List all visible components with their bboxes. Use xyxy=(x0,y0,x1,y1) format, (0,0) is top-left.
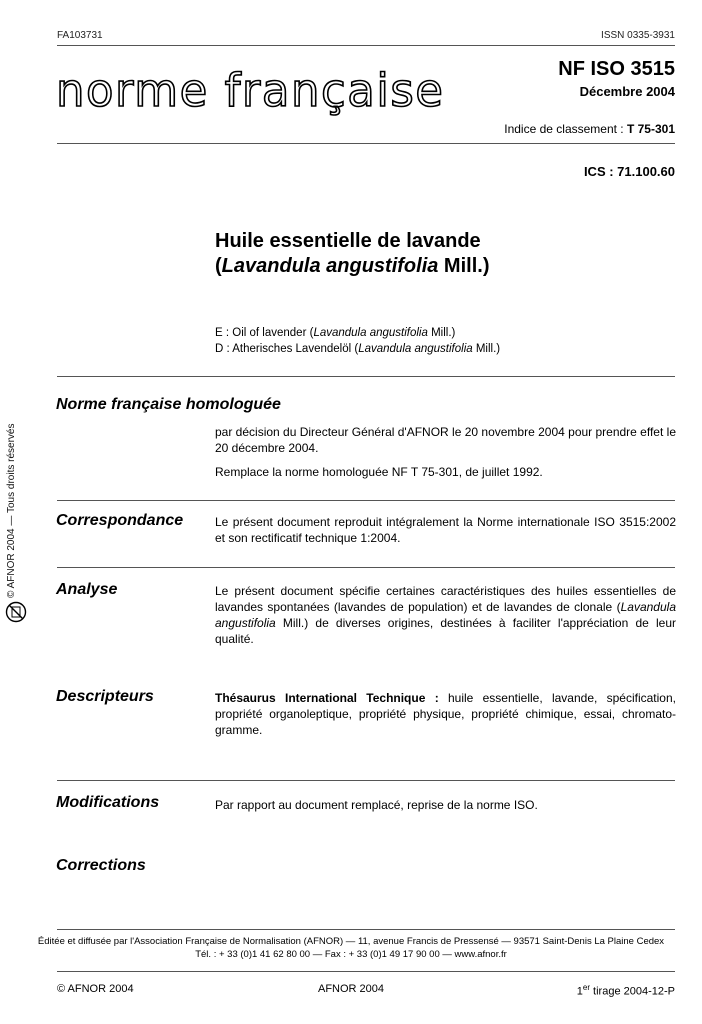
section-divider-3 xyxy=(57,567,675,568)
section-body-descripteurs: Thésaurus International Technique : huile essentielle, lavande, spécification, propriété organoleptique, propriété physique, propriété chimique, essai, chromato-gramme. xyxy=(215,691,676,737)
ics-code: ICS : 71.100.60 xyxy=(583,164,675,179)
side-copyright: © AFNOR 2004 — Tous droits réservés xyxy=(6,423,17,598)
homologation-replaces: Remplace la norme homologuée NF T 75-301, de juillet 1992. xyxy=(215,465,543,479)
title-line-1: Huile essentielle de lavande xyxy=(215,230,481,252)
standard-date: Décembre 2004 xyxy=(579,84,675,99)
section-heading-correspondance: Correspondance xyxy=(56,512,184,529)
section-divider-2 xyxy=(57,500,675,501)
section-heading-homologuee: Norme française homologuée xyxy=(56,396,281,413)
classification-value: T 75-301 xyxy=(626,122,675,136)
footer-divider xyxy=(57,929,675,930)
no-copy-icon xyxy=(5,601,27,623)
footer-bottom-divider xyxy=(57,971,675,972)
title-translations xyxy=(215,325,500,357)
section-divider-1 xyxy=(57,376,675,377)
section-divider-4 xyxy=(57,780,675,781)
homologation-decision: par décision du Directeur Général d'AFNOR le 20 novembre 2004 pour prendre effet le 20 décembre 2004. xyxy=(215,425,676,455)
section-body-modifications: Par rapport au document remplacé, reprise de la norme ISO. xyxy=(215,798,538,812)
publisher-contact: Tél. : + 33 (0)1 41 62 80 00 — Fax : + 33 (0)1 49 17 90 00 — www.afnor.fr xyxy=(195,949,507,960)
top-divider xyxy=(57,45,675,46)
issn-number: ISSN 0335-3931 xyxy=(601,30,675,41)
section-heading-descripteurs: Descripteurs xyxy=(56,688,154,705)
translation-german: D : Atherisches Lavendelöl (Lavandula angustifolia Mill.) xyxy=(215,343,501,355)
standard-number: NF ISO 3515 xyxy=(558,58,675,80)
publisher-address: Éditée et diffusée par l'Association Française de Normalisation (AFNOR) — 11, avenue Francis de Pressensé — 93571 Saint-Denis La Plaine Cedex xyxy=(37,936,665,947)
header-divider xyxy=(57,143,675,144)
section-body-homologuee xyxy=(215,424,676,488)
section-heading-analyse: Analyse xyxy=(56,581,118,598)
section-heading-corrections: Corrections xyxy=(56,857,146,874)
brand-title: norme française xyxy=(56,64,445,117)
translation-english: E : Oil of lavender (Lavandula angustifolia Mill.) xyxy=(215,327,456,339)
document-title xyxy=(215,229,489,279)
section-body-correspondance: Le présent document reproduit intégralement la Norme internationale ISO 3515:2002 et son rectificatif technique 1:2004. xyxy=(215,515,676,545)
footer-copyright: © AFNOR 2004 xyxy=(57,983,134,995)
classification-index xyxy=(504,122,675,136)
thesaurus-label: Thésaurus International Technique : xyxy=(215,691,439,705)
section-heading-modifications: Modifications xyxy=(56,794,160,811)
title-line-2: (Lavandula angustifolia Mill.) xyxy=(215,255,490,277)
footer-center: AFNOR 2004 xyxy=(317,983,385,995)
section-body-analyse: Le présent document spécifie certaines caractéristiques des huiles essentielles de lavandes spontanées (lavandes de population) et de lavandes de clonale (Lavandula angustifolia Mill.) de diverses origines, destinées à faciliter l'appréciation de leur qualité. xyxy=(215,584,676,646)
print-run: 1er tirage 2004-12-P xyxy=(576,983,675,998)
reference-code: FA103731 xyxy=(57,30,103,41)
classification-label: Indice de classement : xyxy=(504,122,627,136)
